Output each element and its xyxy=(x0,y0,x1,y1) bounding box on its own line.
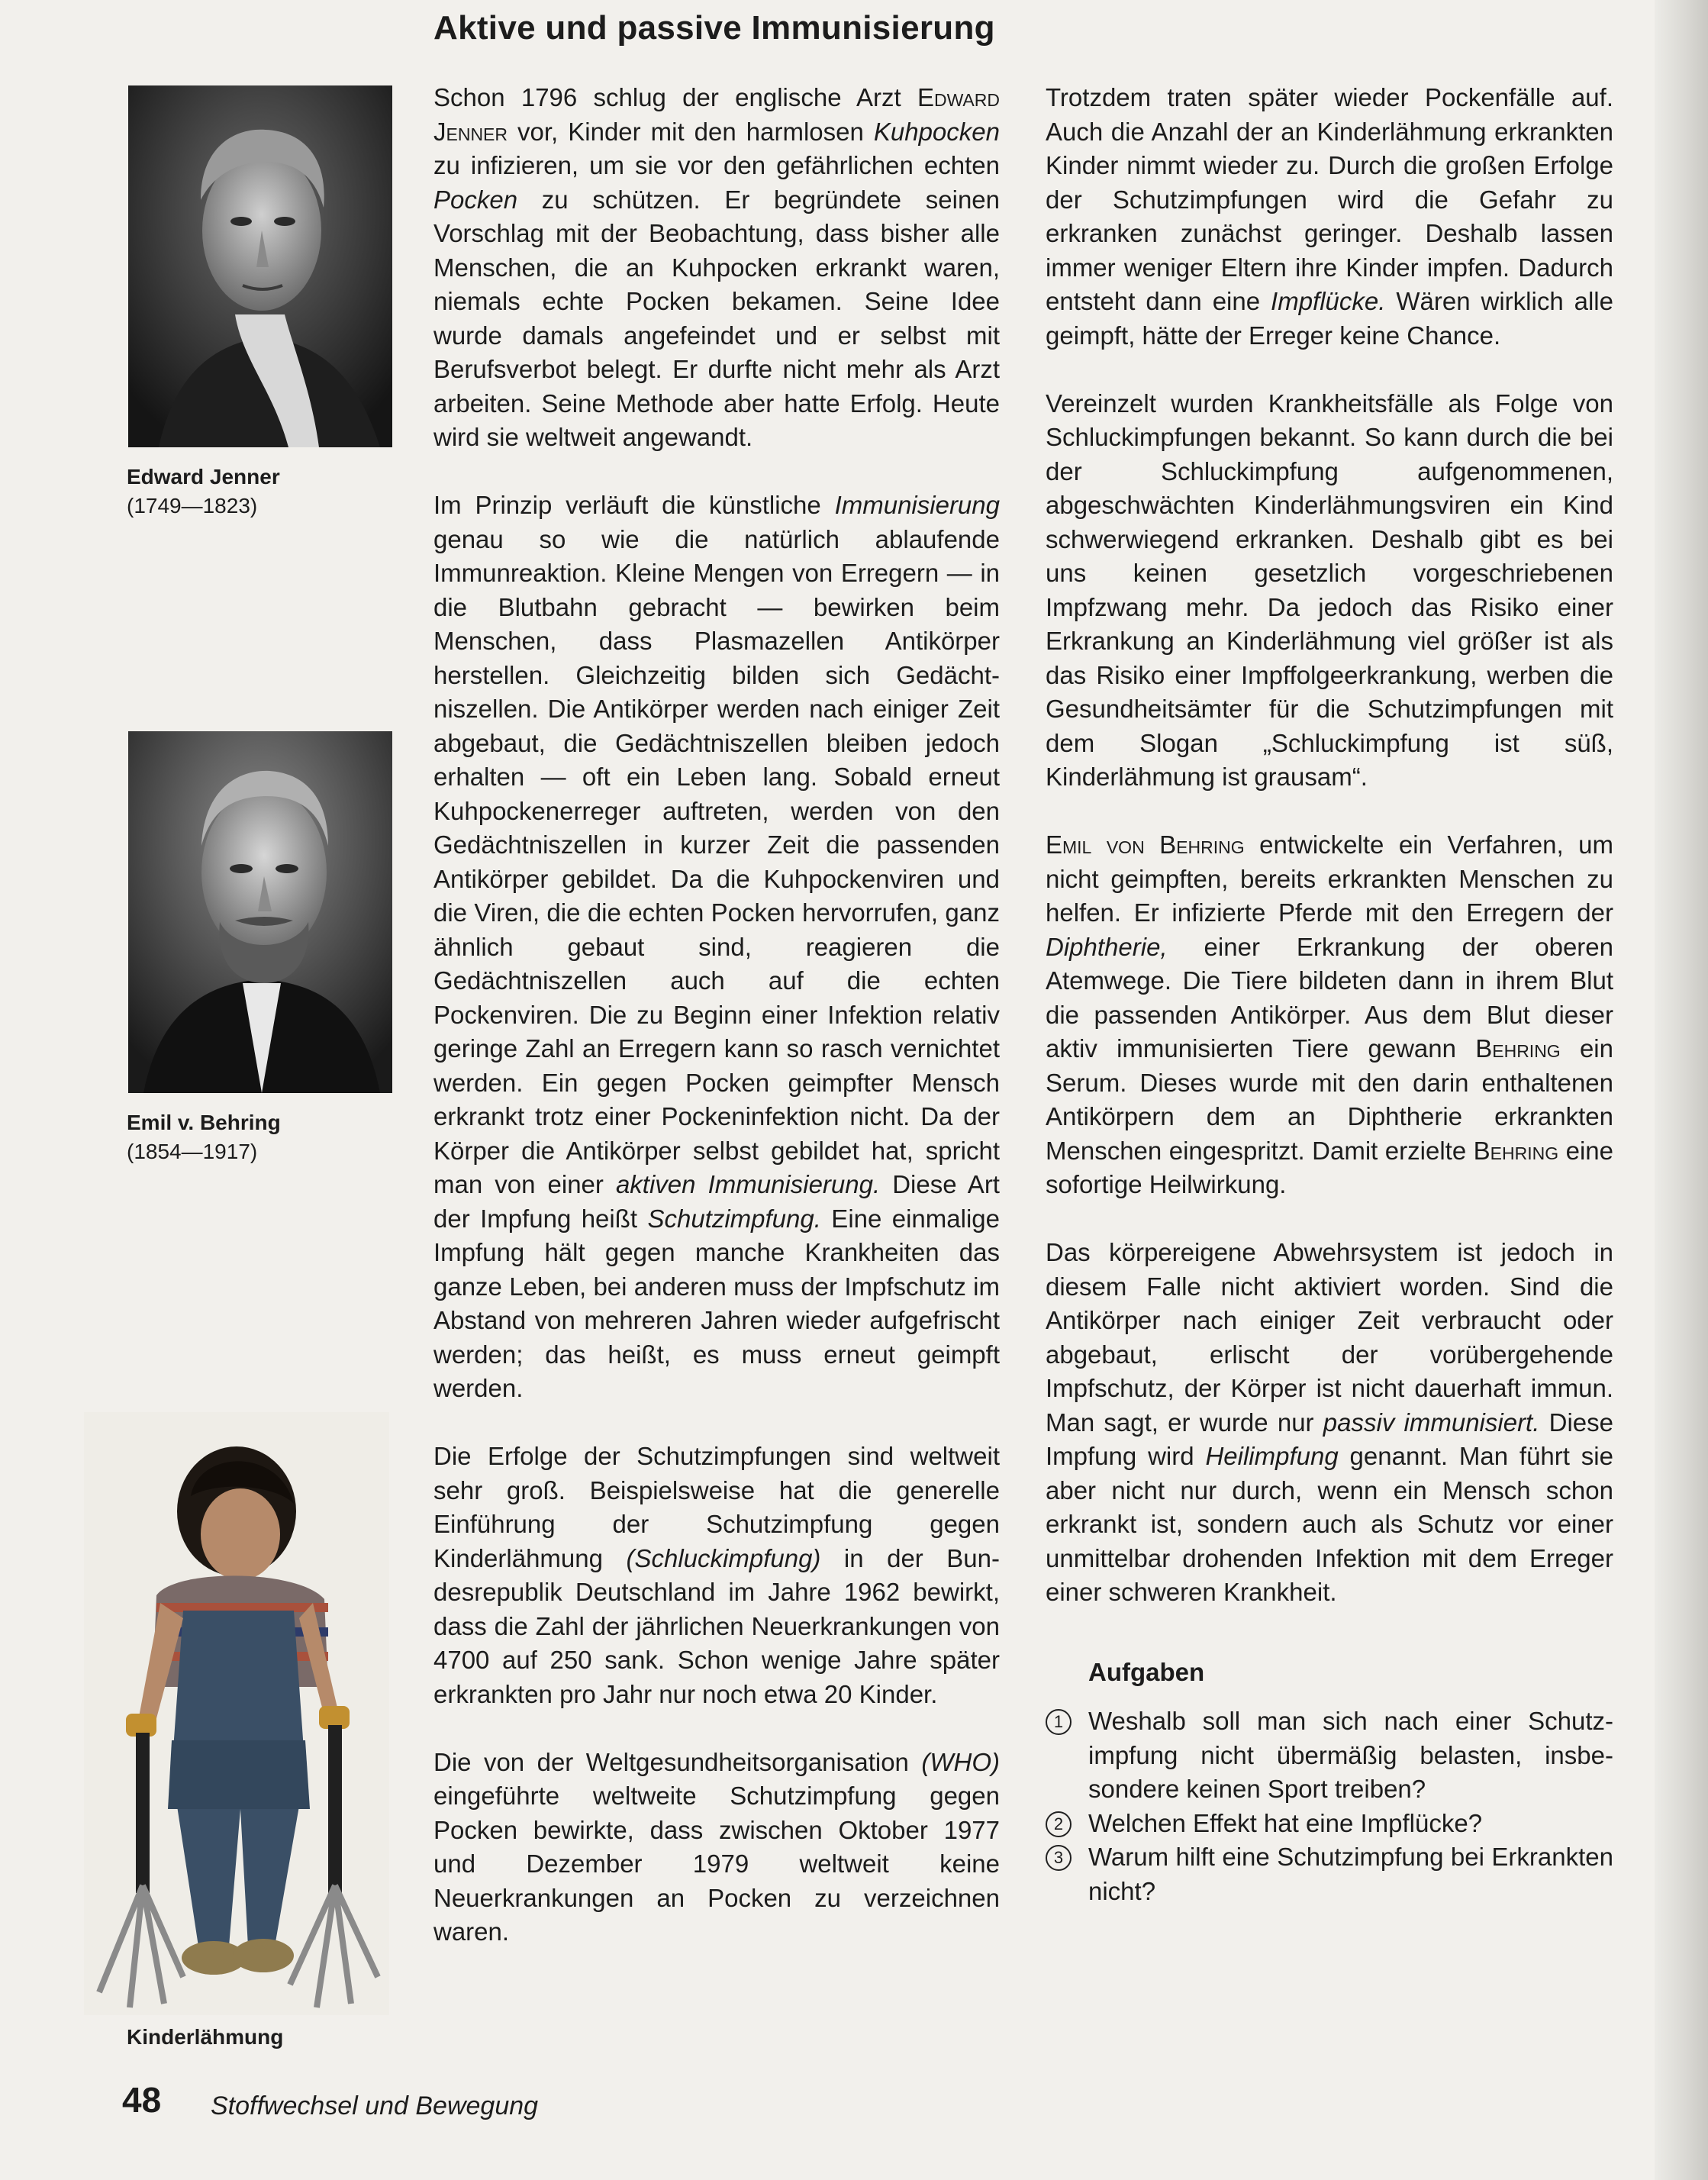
task-number-icon: 1 xyxy=(1046,1709,1072,1735)
text-column-left xyxy=(433,81,1000,1983)
task-text: Weshalb soll man sich nach einer Schutzimpfung nicht übermäßig belasten, insbesondere keinen Sport treiben? xyxy=(1088,1707,1613,1803)
child-caption xyxy=(127,2023,283,2052)
jenner-portrait-image xyxy=(128,85,392,447)
jenner-caption xyxy=(127,463,280,521)
task-item xyxy=(1046,1807,1613,1841)
paragraph-impfluecke: Trotzdem traten später wieder Pockenfälle auf. Auch die Anzahl der an Kinderlähmung erkrankten Kinder nimmt wieder zu. Durch die großen Erfolge der Schutzimpfungen wird die Gefahr zu erkranken zunächst geringer. Deshalb lassen immer weniger Eltern ihre Kinder impfen. Dadurch entsteht dann eine Impflücke. Wären wirklich alle geimpft, hätte der Erreger keine Chance. xyxy=(1046,83,1613,350)
tasks-box xyxy=(1046,1656,1613,1909)
behring-portrait-image xyxy=(128,731,392,1093)
paragraph-passiv: Das körpereigene Abwehrsystem ist jedoch in diesem Falle nicht aktiviert worden. Sind die Antikörper nach einiger Zeit verbraucht oder abgebaut, erlischt der vorübergehende Impfschutz, der Körper ist nicht dauerhaft immun. Man sagt, er wurde nur passiv immunisiert. Diese Impfung wird Heilimpfung genannt. Man führt sie aber nicht nur durch, wenn ein Mensch schon erkrankt ist, sondern auch als Schutz vor einer unmittelbar drohenden Infektion mit dem Erreger einer schweren Krankheit. xyxy=(1046,1238,1613,1606)
task-text: Welchen Effekt hat eine Impflücke? xyxy=(1088,1808,1483,1837)
paragraph-behring: Emil von Behring entwickelte ein Verfahren, um nicht geimpften, bereits erkrankten Menschen zu helfen. Er infizierte Pferde mit den Erregern der Diphtherie, einer Erkrankung der oberen Atemwege. Die Tiere bildeten dann in ihrem Blut die passenden Antikörper. Aus dem Blut dieser aktiv immunisierten Tiere gewann Behring ein Serum. Dieses wurde mit den darin enthaltenen Antikörpern dem an Diphtherie erkrankten Menschen eingespritzt. Damit erzielte Behring eine sofortige Heilwirkung. xyxy=(1046,830,1613,1198)
task-item xyxy=(1046,1840,1613,1908)
jenner-caption-name: Edward Jenner xyxy=(127,465,280,489)
child-walker-photo xyxy=(84,1412,389,2015)
section-title: Stoffwechsel und Bewegung xyxy=(211,2091,539,2120)
behring-caption-dates: (1854—1917) xyxy=(127,1140,258,1163)
paragraph-immunisierung: Im Prinzip verläuft die künstliche Immunisierung genau so wie die natürlich ablaufende Immunreaktion. Kleine Mengen von Erregern — in die Blutbahn gebracht — bewirken beim Menschen, dass Plasmazellen Antikörper herstellen. Gleichzeitig bilden sich Gedächtniszellen. Die Antikörper werden nach einiger Zeit abgebaut, die Gedächtniszellen bleiben jedoch erhalten — oft ein Leben lang. Sobald erneut Kuhpockenerreger auftreten, werden von den Gedächtniszellen in kurzer Zeit die passenden Antikörper gebildet. Da die Kuhpockenviren und die Viren, die die echten Pocken hervorrufen, ganz ähnlich gebaut sind, reagieren die Gedächtniszellen auch auf die echten Pockenviren. Die zu Beginn einer Infektion relativ geringe Zahl an Erregern kann so rasch vernichtet werden. Ein gegen Pocken geimpfter Mensch erkrankt trotz einer Pockeninfektion nicht. Da der Körper die Antikörper selbst gebildet hat, spricht man von einer aktiven Immunisierung. Diese Art der Impfung heißt Schutzimpfung. Eine einmalige Impfung hält gegen manche Krankheiten das ganze Leben, bei anderen muss der Impfschutz im Abstand von mehreren Jahren wieder aufgefrischt werden; das heißt, es muss erneut geimpft werden. xyxy=(433,491,1000,1402)
paragraph-schluckimpfung: Vereinzelt wurden Krankheitsfälle als Folge von Schluckimpfungen bekannt. So kann durch die bei der Schluckimpfung aufgenommenen, abgeschwächten Kinderlähmungsviren ein Kind schwerwiegend erkranken. Deshalb gibt es bei uns keinen gesetzlich vorgeschriebenen Impfzwang mehr. Da jedoch das Risiko einer Erkrankung an Kinderlähmung viel größer ist als das Risiko einer Impffolgeerkrankung, werben die Gesundheitsämter für die Schutzimpfungen mit dem Slogan „Schluckimpfung ist süß, Kinderlähmung ist grausam“. xyxy=(1046,389,1613,791)
page-number: 48 xyxy=(122,2080,162,2120)
behring-caption xyxy=(127,1108,281,1166)
paragraph-erfolge: Die Erfolge der Schutzimpfungen sind weltweit sehr groß. Beispielsweise hat die generelle Einführung der Schutzimpfung gegen Kinderlähmung (Schluckimpfung) in der Bundesrepublik Deutschland im Jahre 1962 bewirkt, dass die Zahl der jährlichen Neuerkrankungen von 4700 auf 250 sank. Schon wenige Jahre später erkrankten pro Jahr nur noch etwa 20 Kinder. xyxy=(433,1442,1000,1708)
tasks-heading: Aufgaben xyxy=(1088,1657,1205,1686)
page-title: Aktive und passive Immunisierung xyxy=(433,9,995,47)
task-item xyxy=(1046,1704,1613,1807)
paragraph-who: Die von der Weltgesundheitsorganisation (WHO) eingeführte weltweite Schutzimpfung gegen Pocken bewirkte, dass zwischen Oktober 1977 und Dezember 1979 weltweit keine Neuerkrankungen an Pocken zu verzeichnen waren. xyxy=(433,1747,1000,1946)
paragraph-jenner: Schon 1796 schlug der englische Arzt Edward Jenner vor, Kinder mit den harmlosen Kuhpocken zu infizieren, um sie vor den gefährlichen echten Pocken zu schützen. Er begründete seinen Vorschlag mit der Beobachtung, dass bisher alle Menschen, die an Kuhpocken erkrankt waren, niemals echte Pocken bekamen. Seine Idee wurde damals angefeindet und er selbst mit Berufsverbot belegt. Er durfte nicht mehr als Arzt arbeiten. Seine Methode aber hatte Erfolg. Heute wird sie weltweit angewandt. xyxy=(433,83,1000,451)
page-edge-shadow xyxy=(1655,0,1708,2180)
task-text: Warum hilft eine Schutzimpfung bei Erkrankten nicht? xyxy=(1088,1843,1613,1905)
behring-caption-name: Emil v. Behring xyxy=(127,1111,281,1134)
jenner-caption-dates: (1749—1823) xyxy=(127,494,258,518)
task-number-icon: 2 xyxy=(1046,1811,1072,1837)
text-column-right xyxy=(1046,81,1613,1908)
task-number-icon: 3 xyxy=(1046,1845,1072,1871)
child-caption-name: Kinderlähmung xyxy=(127,2025,284,2049)
